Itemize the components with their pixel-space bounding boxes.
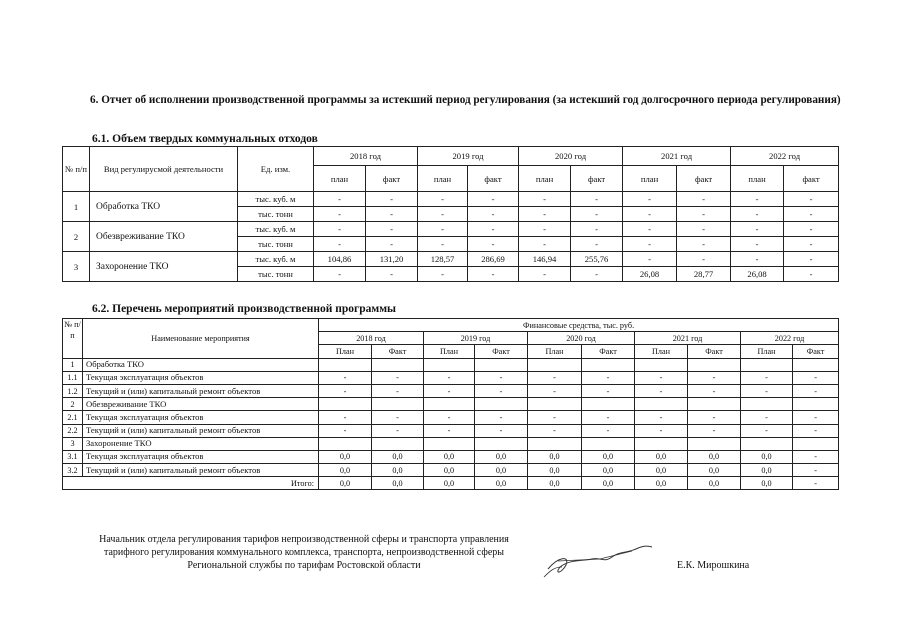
- row-value: [372, 358, 424, 371]
- section-2-title: 6.2. Перечень мероприятий производственной программы: [92, 303, 397, 315]
- row-num: 3: [63, 252, 90, 282]
- header-finance: Финансовые средства, тыс. руб.: [319, 319, 839, 332]
- row-value: -: [372, 424, 424, 437]
- header-plan: План: [741, 345, 793, 358]
- row-value: 0,0: [319, 450, 372, 463]
- row-value: -: [366, 222, 418, 237]
- row-value: -: [475, 411, 528, 424]
- row-value: 0,0: [424, 450, 475, 463]
- row-value: 26,08: [731, 267, 784, 282]
- row-name: Текущий и (или) капитальный ремонт объектов: [83, 384, 319, 397]
- row-value: -: [677, 222, 731, 237]
- row-value: -: [372, 411, 424, 424]
- row-value: -: [688, 371, 741, 384]
- row-value: 0,0: [688, 464, 741, 477]
- row-unit: тыс. тонн: [238, 267, 314, 282]
- row-value: -: [688, 424, 741, 437]
- table-row: [63, 437, 839, 450]
- header-fact: Факт: [475, 345, 528, 358]
- total-value: 0,0: [741, 477, 793, 490]
- row-value: -: [731, 192, 784, 207]
- row-value: 0,0: [741, 450, 793, 463]
- row-value: -: [623, 252, 677, 267]
- row-value: -: [475, 371, 528, 384]
- row-value: 0,0: [475, 450, 528, 463]
- row-value: -: [571, 267, 623, 282]
- row-value: -: [468, 237, 519, 252]
- row-value: 0,0: [528, 450, 582, 463]
- row-value: -: [688, 411, 741, 424]
- row-num: 1: [63, 192, 90, 222]
- header-year: 2019 год: [424, 332, 528, 345]
- row-value: -: [475, 384, 528, 397]
- header-year: 2018 год: [314, 147, 418, 166]
- row-value: 0,0: [741, 464, 793, 477]
- row-name: Текущая эксплуатация объектов: [83, 411, 319, 424]
- row-value: 286,69: [468, 252, 519, 267]
- row-value: -: [519, 207, 571, 222]
- header-plan: план: [418, 166, 468, 192]
- header-plan: План: [319, 345, 372, 358]
- table-row: [63, 384, 839, 397]
- row-value: [424, 398, 475, 411]
- row-value: -: [468, 192, 519, 207]
- row-value: -: [571, 207, 623, 222]
- row-value: -: [623, 192, 677, 207]
- row-value: -: [677, 207, 731, 222]
- row-num: 2: [63, 398, 83, 411]
- row-value: [741, 437, 793, 450]
- row-value: 0,0: [688, 450, 741, 463]
- row-value: -: [571, 222, 623, 237]
- header-num: № п/п: [63, 319, 83, 359]
- row-name: Захоронение ТКО: [83, 437, 319, 450]
- row-value: [793, 358, 839, 371]
- row-value: -: [319, 424, 372, 437]
- row-value: 28,77: [677, 267, 731, 282]
- row-value: [582, 358, 635, 371]
- row-num: 3: [63, 437, 83, 450]
- row-value: 0,0: [475, 464, 528, 477]
- row-value: -: [528, 411, 582, 424]
- row-value: -: [731, 237, 784, 252]
- row-num: 3.1: [63, 450, 83, 463]
- table-row: [63, 411, 839, 424]
- row-value: -: [571, 192, 623, 207]
- header-year: 2022 год: [731, 147, 839, 166]
- row-value: -: [475, 424, 528, 437]
- row-value: [475, 398, 528, 411]
- row-value: -: [314, 192, 366, 207]
- table-row: [63, 192, 839, 207]
- row-value: [741, 398, 793, 411]
- row-value: -: [623, 207, 677, 222]
- row-value: [319, 358, 372, 371]
- row-value: [793, 398, 839, 411]
- row-value: -: [418, 192, 468, 207]
- header-year: 2021 год: [635, 332, 741, 345]
- row-value: -: [741, 384, 793, 397]
- row-value: -: [372, 371, 424, 384]
- row-num: 1.1: [63, 371, 83, 384]
- header-year: 2018 год: [319, 332, 424, 345]
- row-value: -: [424, 384, 475, 397]
- header-year: 2022 год: [741, 332, 839, 345]
- row-value: 0,0: [635, 450, 688, 463]
- row-name: Обработка ТКО: [83, 358, 319, 371]
- row-value: -: [314, 222, 366, 237]
- section-heading: 6. Отчет об исполнении производственной программы за истекший период регулирования (за истекший год долгосрочного периода регулирования): [90, 94, 841, 106]
- row-unit: тыс. тонн: [238, 207, 314, 222]
- row-value: -: [784, 207, 839, 222]
- table-row: [63, 464, 839, 477]
- table-row: [63, 222, 839, 237]
- row-value: [582, 398, 635, 411]
- row-value: -: [582, 411, 635, 424]
- row-value: [475, 358, 528, 371]
- total-value: 0,0: [582, 477, 635, 490]
- header-year: 2020 год: [528, 332, 635, 345]
- row-value: -: [319, 384, 372, 397]
- row-value: [688, 437, 741, 450]
- row-value: 146,94: [519, 252, 571, 267]
- row-value: -: [519, 192, 571, 207]
- signatory-position: Начальник отдела регулирования тарифов непроизводственной сферы и транспорта управления тарифного регулирования коммунального комплекса, транспорта, непроизводственной сферы Региональной службы по тарифам Ростовской области: [99, 534, 509, 571]
- table-row: [63, 358, 839, 371]
- header-row: [63, 319, 839, 332]
- row-value: -: [319, 371, 372, 384]
- row-value: [372, 437, 424, 450]
- header-activity: Вид регулирусмой деятельности: [90, 147, 238, 192]
- row-value: [688, 358, 741, 371]
- row-value: [424, 358, 475, 371]
- row-value: -: [635, 384, 688, 397]
- row-value: 0,0: [582, 464, 635, 477]
- row-value: -: [731, 207, 784, 222]
- row-value: -: [635, 371, 688, 384]
- row-value: -: [731, 222, 784, 237]
- row-value: -: [784, 267, 839, 282]
- table-row: [63, 424, 839, 437]
- row-value: -: [677, 192, 731, 207]
- row-value: -: [741, 424, 793, 437]
- row-value: [528, 437, 582, 450]
- row-unit: тыс. куб. м: [238, 192, 314, 207]
- row-unit: тыс. куб. м: [238, 222, 314, 237]
- row-value: -: [623, 237, 677, 252]
- row-value: -: [319, 411, 372, 424]
- row-value: -: [418, 207, 468, 222]
- row-activity: Обезвреживание ТКО: [90, 222, 238, 252]
- row-value: 0,0: [424, 464, 475, 477]
- row-value: -: [741, 371, 793, 384]
- total-row: [63, 477, 839, 490]
- total-value: 0,0: [372, 477, 424, 490]
- row-value: -: [519, 237, 571, 252]
- row-value: -: [784, 192, 839, 207]
- row-value: -: [519, 267, 571, 282]
- row-value: -: [582, 371, 635, 384]
- row-activity: Захоронение ТКО: [90, 252, 238, 282]
- header-plan: план: [731, 166, 784, 192]
- row-value: -: [418, 222, 468, 237]
- row-value: -: [418, 237, 468, 252]
- row-value: -: [793, 464, 839, 477]
- row-value: -: [784, 222, 839, 237]
- header-fact: Факт: [688, 345, 741, 358]
- row-value: -: [314, 207, 366, 222]
- row-value: -: [793, 450, 839, 463]
- row-value: 0,0: [635, 464, 688, 477]
- row-unit: тыс. куб. м: [238, 252, 314, 267]
- row-value: -: [366, 207, 418, 222]
- row-value: [319, 437, 372, 450]
- total-value: 0,0: [688, 477, 741, 490]
- row-value: [741, 358, 793, 371]
- total-label: Итого:: [63, 477, 319, 490]
- row-value: 255,76: [571, 252, 623, 267]
- row-value: 26,08: [623, 267, 677, 282]
- header-plan: План: [635, 345, 688, 358]
- row-value: [582, 437, 635, 450]
- row-value: -: [623, 222, 677, 237]
- row-value: -: [784, 237, 839, 252]
- header-year: 2019 год: [418, 147, 519, 166]
- row-value: -: [784, 252, 839, 267]
- row-num: 2.2: [63, 424, 83, 437]
- row-name: Текущая эксплуатация объектов: [83, 371, 319, 384]
- row-value: [528, 358, 582, 371]
- header-name: Наименование мероприятия: [83, 319, 319, 359]
- header-plan: план: [314, 166, 366, 192]
- row-name: Текущий и (или) капитальный ремонт объектов: [83, 424, 319, 437]
- table-row: [63, 371, 839, 384]
- row-value: -: [468, 207, 519, 222]
- row-value: -: [528, 371, 582, 384]
- table-row: [63, 450, 839, 463]
- handwritten-signature: [540, 537, 660, 582]
- header-fact: факт: [677, 166, 731, 192]
- row-value: -: [366, 237, 418, 252]
- row-value: -: [528, 384, 582, 397]
- header-fact: Факт: [372, 345, 424, 358]
- row-value: -: [528, 424, 582, 437]
- row-value: -: [741, 411, 793, 424]
- row-value: -: [793, 384, 839, 397]
- section-1-title: 6.1. Объем твердых коммунальных отходов: [92, 133, 318, 145]
- row-value: [475, 437, 528, 450]
- row-value: -: [468, 222, 519, 237]
- header-plan: план: [519, 166, 571, 192]
- row-value: [688, 398, 741, 411]
- row-name: Текущая эксплуатация объектов: [83, 450, 319, 463]
- row-value: [372, 398, 424, 411]
- row-value: -: [793, 371, 839, 384]
- row-value: [424, 437, 475, 450]
- row-value: 0,0: [372, 464, 424, 477]
- row-value: -: [582, 424, 635, 437]
- row-value: 128,57: [418, 252, 468, 267]
- row-value: [635, 398, 688, 411]
- program-activities-table: [62, 318, 839, 490]
- total-value: 0,0: [475, 477, 528, 490]
- header-plan: план: [623, 166, 677, 192]
- header-plan: План: [424, 345, 475, 358]
- total-value: -: [793, 477, 839, 490]
- row-value: 0,0: [372, 450, 424, 463]
- row-num: 1: [63, 358, 83, 371]
- row-value: -: [418, 267, 468, 282]
- header-fact: Факт: [793, 345, 839, 358]
- total-value: 0,0: [319, 477, 372, 490]
- row-num: 2.1: [63, 411, 83, 424]
- row-value: -: [314, 267, 366, 282]
- row-value: -: [571, 237, 623, 252]
- row-activity: Обработка ТКО: [90, 192, 238, 222]
- header-fact: факт: [571, 166, 623, 192]
- row-value: -: [582, 384, 635, 397]
- row-value: -: [793, 411, 839, 424]
- row-value: 0,0: [319, 464, 372, 477]
- total-value: 0,0: [424, 477, 475, 490]
- row-value: 0,0: [528, 464, 582, 477]
- row-value: -: [314, 237, 366, 252]
- row-value: [319, 398, 372, 411]
- row-value: [635, 358, 688, 371]
- row-name: Обезвреживание ТКО: [83, 398, 319, 411]
- row-value: 131,20: [366, 252, 418, 267]
- row-value: -: [424, 411, 475, 424]
- header-plan: План: [528, 345, 582, 358]
- row-name: Текущий и (или) капитальный ремонт объектов: [83, 464, 319, 477]
- row-value: 104,86: [314, 252, 366, 267]
- row-value: -: [424, 424, 475, 437]
- signatory-name: Е.К. Мирошкина: [677, 560, 750, 571]
- row-num: 3.2: [63, 464, 83, 477]
- row-value: -: [468, 267, 519, 282]
- header-row: [63, 147, 839, 166]
- row-value: [635, 437, 688, 450]
- row-value: -: [677, 252, 731, 267]
- row-num: 1.2: [63, 384, 83, 397]
- header-year: 2021 год: [623, 147, 731, 166]
- row-value: 0,0: [582, 450, 635, 463]
- table-row: [63, 398, 839, 411]
- row-value: -: [635, 424, 688, 437]
- header-unit: Ед. изм.: [238, 147, 314, 192]
- row-value: -: [366, 267, 418, 282]
- row-value: -: [731, 252, 784, 267]
- row-value: -: [372, 384, 424, 397]
- header-num: № п/п: [63, 147, 90, 192]
- row-value: -: [688, 384, 741, 397]
- header-fact: Факт: [582, 345, 635, 358]
- row-value: -: [519, 222, 571, 237]
- table-row: [63, 252, 839, 267]
- row-num: 2: [63, 222, 90, 252]
- total-value: 0,0: [635, 477, 688, 490]
- row-value: [528, 398, 582, 411]
- row-value: -: [635, 411, 688, 424]
- header-year: 2020 год: [519, 147, 623, 166]
- header-fact: факт: [468, 166, 519, 192]
- row-value: -: [677, 237, 731, 252]
- row-value: -: [793, 424, 839, 437]
- waste-volume-table: [62, 146, 839, 282]
- row-unit: тыс. тонн: [238, 237, 314, 252]
- row-value: -: [366, 192, 418, 207]
- row-value: [793, 437, 839, 450]
- header-fact: факт: [784, 166, 839, 192]
- header-fact: факт: [366, 166, 418, 192]
- total-value: 0,0: [528, 477, 582, 490]
- row-value: -: [424, 371, 475, 384]
